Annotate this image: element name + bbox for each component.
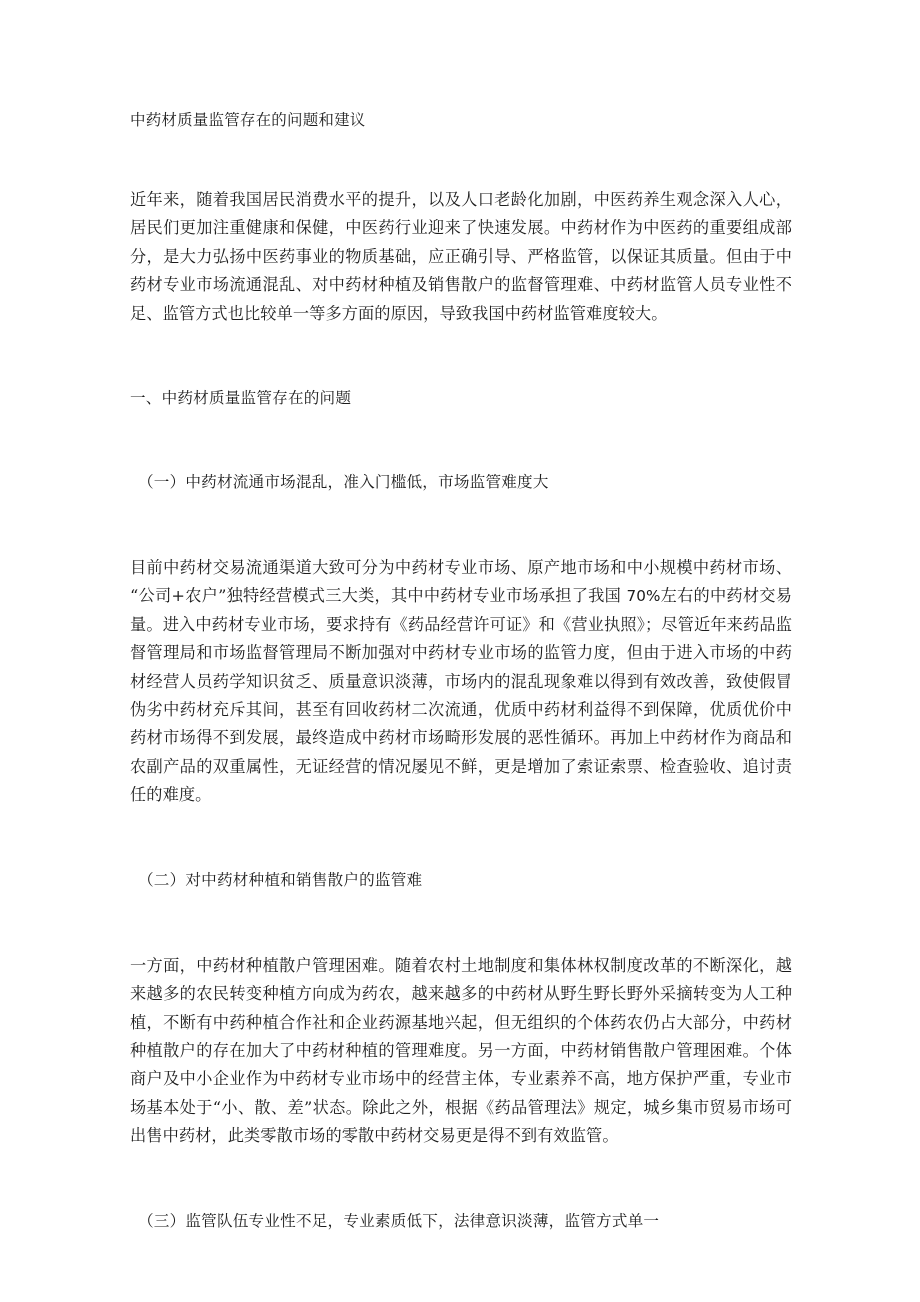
body-paragraph-two: 一方面，中药材种植散户管理困难。随着农村土地制度和集体林权制度改革的不断深化，越来越多的农民转变种植方向成为药农，越来越多的中药材从野生野长野外采摘转变为人工种植，不断有中药种植合作社和企业药源基地兴起，但无组织的个体药农仍占大部分，中药材种植散户的存在加大了中药材种植的管理难度。另一方面，中药材销售散户管理困难。个体商户及中小企业作为中药材专业市场中的经营主体，专业素养不高，地方保护严重，专业市场基本处于“小、散、差”状态。除此之外，根据《药品管理法》规定，城乡集市贸易市场可出售中药材，此类零散市场的零散中药材交易更是得不到有效监管。 [130,955,792,1146]
heading-gap-1 [130,412,792,468]
intro-paragraph: 近年来，随着我国居民消费水平的提升，以及人口老龄化加剧，中医药养生观念深入人心，居民们更加注重健康和保健，中医药行业迎来了快速发展。中药材作为中医药的重要组成部分，是大力弘扬中医药事业的物质基础，应正确引导、严格监管，以保证其质量。但由于中药材专业市场流通混乱、对中药材种植及销售散户的监督管理难、中药材监管人员专业性不足、监管方式也比较单一等多方面的原因，导致我国中药材监管难度较大。 [130,190,792,323]
body-one-part-b: 左右的中药材交易量。进入中药材专业市场，要求持有《药品经营许可证》和《营业执照》；尽管近年来药品监督管理局和市场监督管理局不断加强对中药材专业市场的监管力度，但由于进入市场的中药材经营人员药学知识贫乏、质量意识淡薄，市场内的混乱现象难以得到有效改善，致使假冒伪劣中药材充斥其间，甚至有回收药材二次流通，优质中药材利益得不到保障，优质优价中药材市场得不到发展，最终造成中药材市场畸形发展的恶性循环。再加上中药材作为商品和农副产品的双重属性，无证经营的情况屡见不鲜，更是增加了索证索票、检查验收、追讨责任的难度。 [130,586,792,805]
percent-value: 70% [626,587,661,606]
heading-subsection-two: （二）对中药材种植和销售散户的监管难 [138,870,423,889]
body-paragraph-one [130,554,792,810]
page-title [130,106,792,134]
paragraph-gap-3 [130,1151,792,1207]
heading-gap-2 [130,496,792,554]
heading-subsection-three: （三）监管队伍专业性不足，专业素质低下，法律意识淡薄，监管方式单一 [138,1211,660,1230]
page-title-text: 中药材质量监管存在的问题和建议 [130,111,366,129]
body-one-part-a: 目前中药材交易流通渠道大致可分为中药材专业市场、原产地市场和中小规模中药材市场、“公司+农户”独特经营模式三大类，其中中药材专业市场承担了我国 [130,558,792,606]
document-content [130,106,792,1235]
heading-section-one: 一、中药材质量监管存在的问题 [130,389,352,408]
paragraph-gap-1 [130,328,792,384]
title-spacer [130,134,792,186]
heading-subsection-one: （一）中药材流通市场混乱，准入门槛低，市场监管难度大 [138,473,549,492]
paragraph-gap-2 [130,810,792,866]
heading-gap-3 [130,894,792,952]
